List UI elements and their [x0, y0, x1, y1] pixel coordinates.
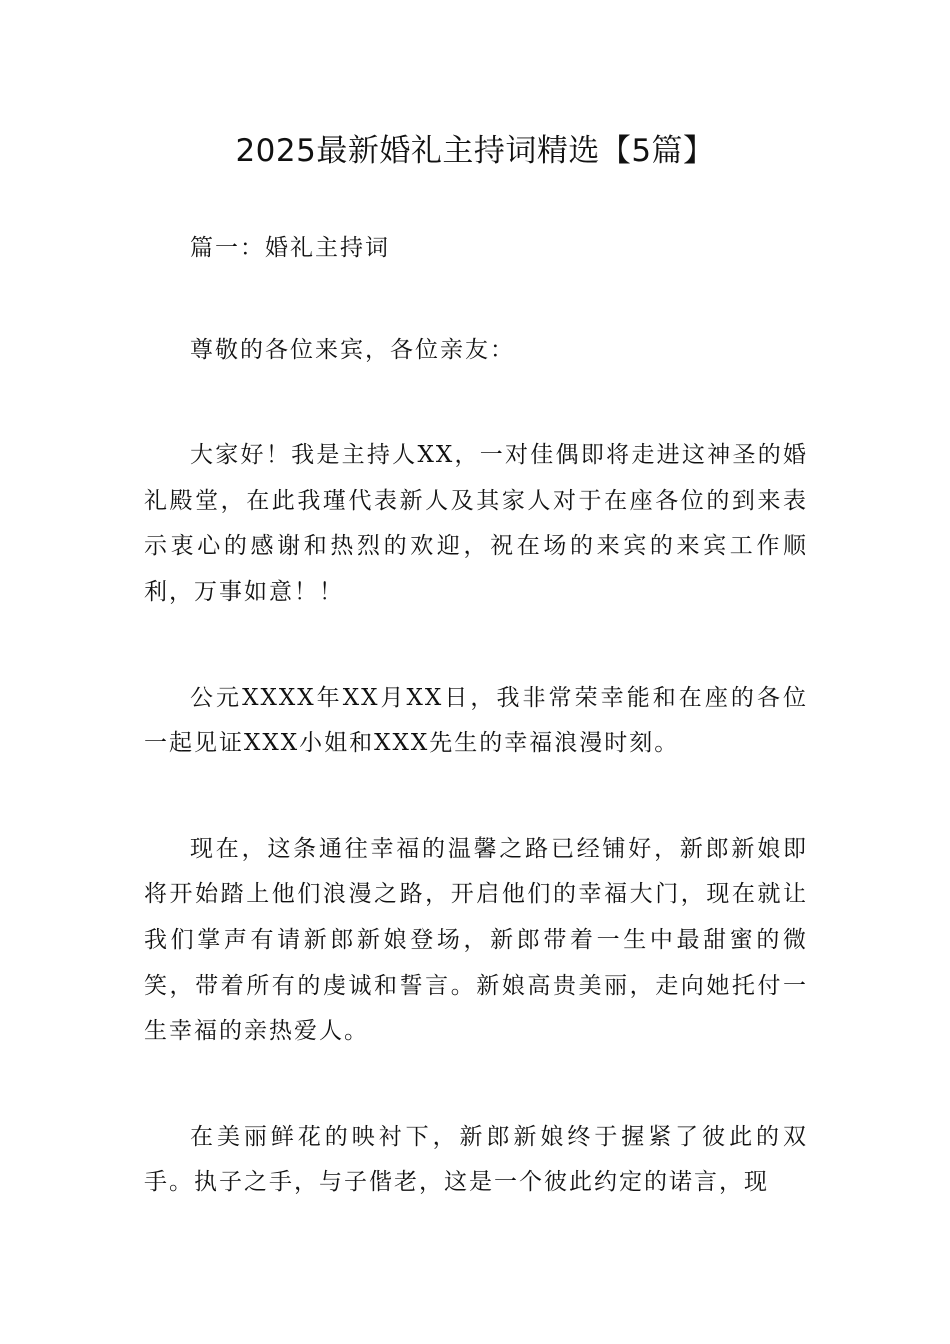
section-heading: 篇一：婚礼主持词 — [190, 235, 390, 261]
paragraph-entrance: 现在，这条通往幸福的温馨之路已经铺好，新郎新娘即将开始踏上他们浪漫之路，开启他们的幸福大门，现在就让我们掌声有请新郎新娘登场，新郎带着一生中最甜蜜的微笑，带着所有的虔诚和誓言。新娘高贵美丽，走向她托付一生幸福的亲热爱人。 — [144, 835, 808, 1045]
paragraph-date: 公元XXXX年XX月XX日，我非常荣幸能和在座的各位一起见证XXX小姐和XXX先生的幸福浪漫时刻。 — [144, 684, 808, 757]
document-title: 2025最新婚礼主持词精选【5篇】 — [235, 133, 715, 169]
paragraph-hands: 在美丽鲜花的映衬下，新郎新娘终于握紧了彼此的双手。执子之手，与子偕老，这是一个彼此约定的诺言，现 — [144, 1123, 808, 1196]
paragraph-welcome: 大家好！我是主持人XX，一对佳偶即将走进这神圣的婚礼殿堂，在此我瑾代表新人及其家人对于在座各位的到来表示衷心的感谢和热烈的欢迎，祝在场的来宾的来宾工作顺利，万事如意！！ — [144, 442, 808, 605]
document-body — [144, 226, 808, 1266]
paragraph-greeting: 尊敬的各位来宾，各位亲友： — [190, 336, 515, 363]
